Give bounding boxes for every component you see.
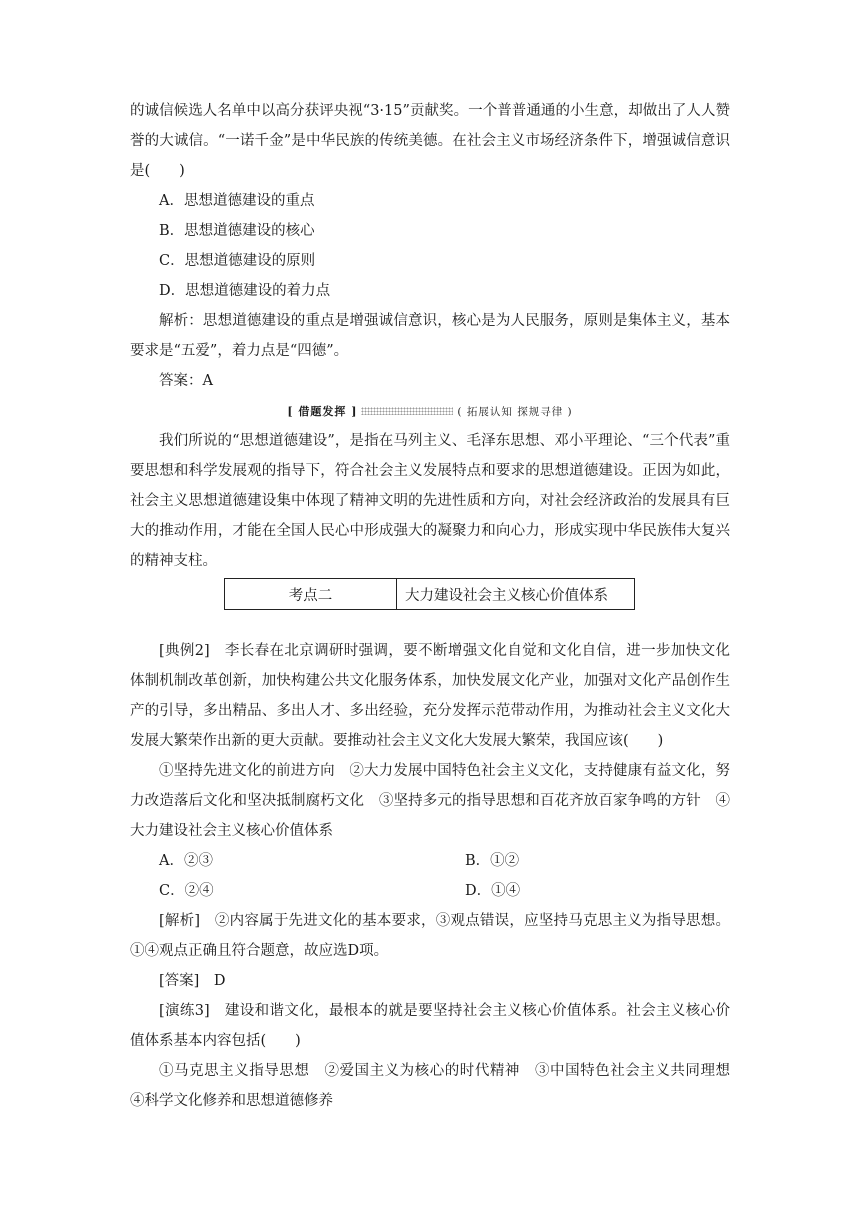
kaodian-title: 大力建设社会主义核心价值体系 [397,579,635,610]
spacer [130,610,730,636]
analysis-text: 解析：思想道德建设的重点是增强诚信意识，核心是为人民服务，原则是集体主义，基本要求是“五爱”，着力点是“四德”。 [130,313,730,359]
page-content [130,96,745,1116]
kaodian-label: 考点二 [225,579,397,610]
banner-title: [ 借题发挥 ] [287,405,358,418]
option-d: D．思想道德建设的着力点 [159,283,331,299]
example2-items: ①坚持先进文化的前进方向 ②大力发展中国特色社会主义文化，支持健康有益文化，努力改造落后文化和坚决抵制腐朽文化 ③坚持多元的指导思想和百花齐放百家争鸣的方针 ④大力建设社会主义核心价值体系 [130,763,730,839]
example2-answer: [答案] D [159,973,226,989]
example2-options-row-2 [130,876,730,906]
option-a: A．思想道德建设的重点 [159,193,315,209]
banner-subtitle: ( 拓展认知 探规寻律 ) [457,405,573,418]
drill3-items: ①马克思主义指导思想 ②爱国主义为核心的时代精神 ③中国特色社会主义共同理想 ④科学文化修养和思想道德修养 [130,1063,745,1109]
extension-paragraph: 我们所说的“思想道德建设”，是指在马列主义、毛泽东思想、邓小平理论、“三个代表”重要思想和科学发展观的指导下，符合社会主义发展特点和要求的思想道德建设。正因为如此，社会主义思想道德建设集中体现了精神文明的先进性质和方向，对社会经济政治的发展具有巨大的推动作用，才能在全国人民心中形成强大的凝聚力和向心力，形成实现中华民族伟大复兴的精神支柱。 [130,433,730,569]
option-b: B．思想道德建设的核心 [159,223,315,239]
banner-dotted-divider [361,407,453,415]
example2-options-row-1 [130,846,730,876]
option-c: C．思想道德建设的原则 [159,253,316,269]
kaodian-header-table [224,578,635,610]
example2-option-b: B．①② [465,853,520,869]
drill3-stem: [演练3] 建设和谐文化，最根本的就是要坚持社会主义核心价值体系。社会主义核心价值体系基本内容包括( ) [130,1003,730,1049]
question-stem-continued: 的诚信候选人名单中以高分获评央视“3·15”贡献奖。一个普普通通的小生意，却做出了人人赞誉的大诚信。“一诺千金”是中华民族的传统美德。在社会主义市场经济条件下，增强诚信意识是( ) [130,103,730,179]
example2-option-a: A．②③ [159,853,213,869]
example2-option-d: D．①④ [465,883,521,899]
example2-stem: [典例2] 李长春在北京调研时强调，要不断增强文化自觉和文化自信，进一步加快文化体制机制改革创新，加快构建公共文化服务体系，加快发展文化产业，加强对文化产品创作生产的引导，多出精品、多出人才、多出经验，充分发挥示范带动作用，为推动社会主义文化大发展大繁荣作出新的更大贡献。要推动社会主义文化大发展大繁荣，我国应该( ) [130,643,730,749]
section-banner [130,396,730,426]
answer-text: 答案：A [159,373,213,389]
example2-option-c: C．②④ [159,883,214,899]
example2-analysis: [解析] ②内容属于先进文化的基本要求，③观点错误，应坚持马克思主义为指导思想。①④观点正确且符合题意，故应选D项。 [130,913,730,959]
